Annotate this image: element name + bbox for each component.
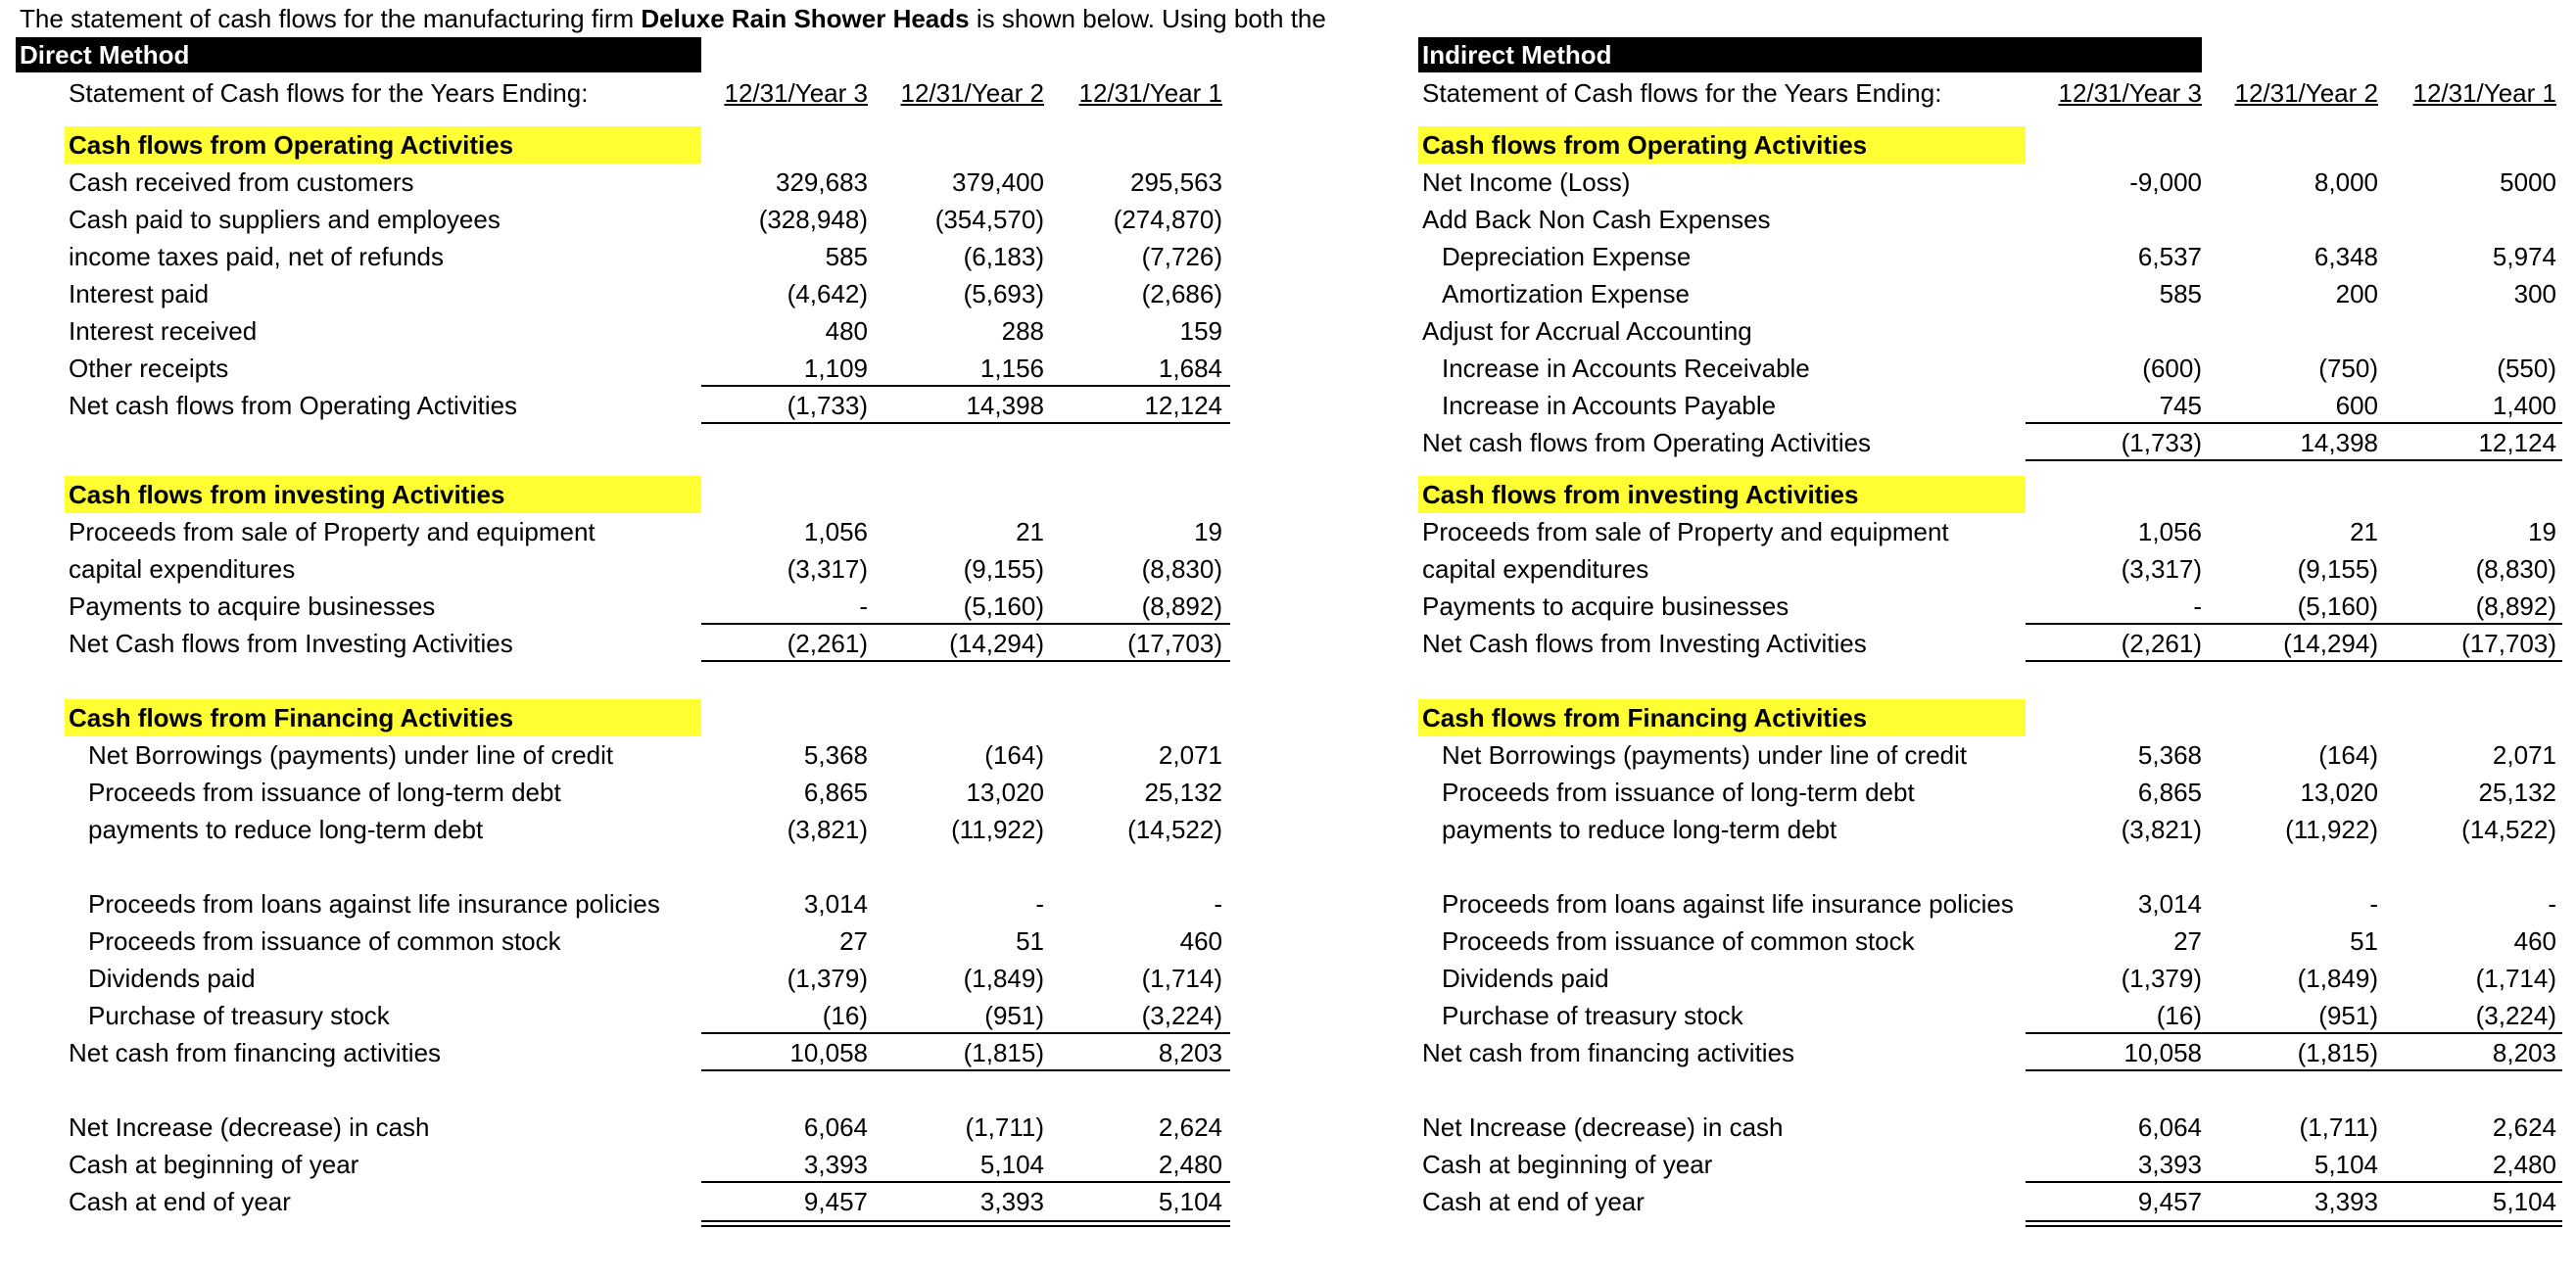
value-cell: (2,261)	[2121, 629, 2202, 659]
row-label: Proceeds from loans against life insurance policies	[88, 889, 660, 920]
column-header: 12/31/Year 2	[900, 78, 1044, 108]
statement-row	[16, 387, 1240, 424]
value-cell: 25,132	[1144, 778, 1222, 808]
row-label: Cash at end of year	[69, 1187, 291, 1217]
value-cell: 10,058	[789, 1038, 868, 1068]
method-title: Direct Method	[16, 37, 701, 72]
column-header: 12/31/Year 3	[2058, 78, 2202, 108]
value-cell: 6,348	[2314, 242, 2378, 272]
value-cell: (3,317)	[787, 554, 868, 585]
value-cell: (14,294)	[2283, 629, 2378, 659]
statement-row	[16, 699, 1240, 736]
value-cell: (354,570)	[934, 205, 1044, 235]
row-label: Proceeds from issuance of common stock	[88, 926, 561, 957]
value-cell: (600)	[2142, 354, 2202, 384]
value-cell: 1,056	[2137, 517, 2202, 547]
value-cell: 460	[2513, 926, 2556, 957]
value-cell: 8,000	[2314, 167, 2378, 198]
value-cell: -9,000	[2129, 167, 2202, 198]
total-rule	[2026, 459, 2562, 461]
value-cell: (2,686)	[1141, 279, 1222, 309]
value-cell: 27	[839, 926, 868, 957]
statement-row	[16, 74, 1240, 112]
value-cell: 21	[2350, 517, 2378, 547]
value-cell: 3,393	[2314, 1187, 2378, 1217]
value-cell: (16)	[2156, 1001, 2202, 1031]
value-cell: (4,642)	[787, 279, 868, 309]
row-label: Payments to acquire businesses	[1422, 591, 1789, 622]
row-label: Payments to acquire businesses	[69, 591, 436, 622]
value-cell: 12,124	[1144, 391, 1222, 421]
value-cell: 2,624	[1158, 1112, 1222, 1143]
value-cell: 2,071	[1158, 740, 1222, 771]
value-cell: 3,393	[803, 1150, 868, 1180]
value-cell: (3,821)	[2121, 815, 2202, 845]
value-cell: 19	[2528, 517, 2556, 547]
row-label: Amortization Expense	[1442, 279, 1690, 309]
value-cell: 159	[1179, 316, 1222, 347]
value-cell: 2,071	[2492, 740, 2556, 771]
value-cell: 25,132	[2478, 778, 2556, 808]
value-cell: 585	[825, 242, 868, 272]
value-cell: (5,693)	[963, 279, 1044, 309]
value-cell: 5,104	[1158, 1187, 1222, 1217]
value-cell: (3,224)	[2475, 1001, 2556, 1031]
statement-row	[1418, 736, 2564, 774]
firm-name: Deluxe Rain Shower Heads	[641, 4, 970, 33]
row-label: payments to reduce long-term debt	[88, 815, 484, 845]
statement-row	[1418, 550, 2564, 588]
row-label: Add Back Non Cash Expenses	[1422, 205, 1771, 235]
value-cell: 8,203	[1158, 1038, 1222, 1068]
value-cell: -	[2193, 591, 2202, 622]
value-cell: 288	[1001, 316, 1044, 347]
statement-row	[1418, 1146, 2564, 1183]
value-cell: (1,711)	[2299, 1112, 2378, 1143]
value-cell: 3,393	[979, 1187, 1044, 1217]
value-cell: 51	[1016, 926, 1044, 957]
statement-row	[1418, 387, 2564, 424]
section-heading: Cash flows from Operating Activities	[65, 126, 701, 164]
row-label: Adjust for Accrual Accounting	[1422, 316, 1752, 347]
value-cell: 8,203	[2492, 1038, 2556, 1068]
value-cell: (1,815)	[963, 1038, 1044, 1068]
value-cell: 3,393	[2137, 1150, 2202, 1180]
value-cell: (16)	[822, 1001, 868, 1031]
statement-row	[16, 350, 1240, 387]
value-cell: (8,892)	[2475, 591, 2556, 622]
statement-row	[1418, 1034, 2564, 1071]
total-label: Net cash from financing activities	[1422, 1038, 1795, 1068]
value-cell: 600	[2335, 391, 2378, 421]
total-label: Net Cash flows from Investing Activities	[69, 629, 513, 659]
statement-row	[1418, 275, 2564, 312]
statement-row	[1418, 997, 2564, 1034]
column-header: 12/31/Year 1	[1078, 78, 1222, 108]
value-cell: (951)	[984, 1001, 1044, 1031]
value-cell: (8,892)	[1141, 591, 1222, 622]
statement-row	[1418, 126, 2564, 164]
value-cell: (750)	[2318, 354, 2378, 384]
value-cell: (8,830)	[1141, 554, 1222, 585]
value-cell: (274,870)	[1113, 205, 1222, 235]
value-cell: -	[859, 591, 868, 622]
value-cell: (6,183)	[963, 242, 1044, 272]
value-cell: 2,624	[2492, 1112, 2556, 1143]
statement-row	[16, 774, 1240, 811]
value-cell: 6,064	[2137, 1112, 2202, 1143]
total-label: Net cash flows from Operating Activities	[1422, 428, 1872, 458]
row-label: Cash at beginning of year	[1422, 1150, 1713, 1180]
row-label: Proceeds from sale of Property and equipment	[69, 517, 596, 547]
row-label: Purchase of treasury stock	[1442, 1001, 1743, 1031]
statement-row	[1418, 164, 2564, 201]
value-cell: 51	[2350, 926, 2378, 957]
statement-row	[1418, 74, 2564, 112]
value-cell: (11,922)	[2285, 815, 2378, 845]
value-cell: 14,398	[966, 391, 1044, 421]
section-heading: Cash flows from Operating Activities	[1418, 126, 2026, 164]
row-label: Net Increase (decrease) in cash	[69, 1112, 430, 1143]
total-rule	[701, 1069, 1230, 1071]
value-cell: 200	[2335, 279, 2378, 309]
value-cell: (11,922)	[951, 815, 1044, 845]
statement-row	[1418, 424, 2564, 461]
value-cell: (2,261)	[787, 629, 868, 659]
value-cell: -	[1214, 889, 1222, 920]
value-cell: 5000	[2500, 167, 2556, 198]
value-cell: 6,064	[803, 1112, 868, 1143]
statement-row	[1418, 922, 2564, 960]
header-label: Statement of Cash flows for the Years Ending:	[69, 78, 589, 108]
row-label: Net Increase (decrease) in cash	[1422, 1112, 1784, 1143]
value-cell: (9,155)	[963, 554, 1044, 585]
statement-row	[16, 960, 1240, 997]
statement-row	[16, 625, 1240, 662]
intro-prefix: The statement of cash flows for the manufacturing firm	[20, 4, 642, 33]
value-cell: (5,160)	[963, 591, 1044, 622]
value-cell: 5,104	[979, 1150, 1044, 1180]
total-rule	[2026, 660, 2562, 662]
value-cell: 9,457	[803, 1187, 868, 1217]
value-cell: 21	[1016, 517, 1044, 547]
row-label: Proceeds from issuance of long-term debt	[88, 778, 561, 808]
value-cell: 1,400	[2492, 391, 2556, 421]
row-label: capital expenditures	[69, 554, 296, 585]
double-underline	[2026, 1220, 2562, 1222]
row-label: Proceeds from sale of Property and equipment	[1422, 517, 1949, 547]
value-cell: 13,020	[966, 778, 1044, 808]
statement-row	[16, 550, 1240, 588]
value-cell: 1,109	[803, 354, 868, 384]
statement-row	[16, 126, 1240, 164]
row-label: Purchase of treasury stock	[88, 1001, 390, 1031]
column-header: 12/31/Year 1	[2412, 78, 2556, 108]
statement-row	[1418, 1183, 2564, 1220]
statement-row	[16, 1146, 1240, 1183]
value-cell: (1,714)	[2475, 964, 2556, 994]
value-cell: 745	[2159, 391, 2202, 421]
row-label: Net Borrowings (payments) under line of credit	[88, 740, 614, 771]
value-cell: 2,480	[2492, 1150, 2556, 1180]
row-label: Increase in Accounts Payable	[1442, 391, 1777, 421]
row-label: Interest paid	[69, 279, 210, 309]
row-label: Cash received from customers	[69, 167, 414, 198]
value-cell: 1,684	[1158, 354, 1222, 384]
statement-row	[1418, 699, 2564, 736]
row-label: Cash paid to suppliers and employees	[69, 205, 501, 235]
total-label: Net cash from financing activities	[69, 1038, 442, 1068]
section-heading: Cash flows from Financing Activities	[1418, 699, 2026, 736]
value-cell: 295,563	[1130, 167, 1222, 198]
value-cell: (8,830)	[2475, 554, 2556, 585]
row-label: capital expenditures	[1422, 554, 1649, 585]
statement-row	[1418, 625, 2564, 662]
statement-row	[1418, 201, 2564, 238]
value-cell: (14,294)	[949, 629, 1044, 659]
value-cell: (1,379)	[787, 964, 868, 994]
value-cell: (1,815)	[2297, 1038, 2378, 1068]
method-title: Indirect Method	[1418, 37, 2202, 72]
value-cell: (1,733)	[787, 391, 868, 421]
value-cell: 300	[2513, 279, 2556, 309]
total-rule	[2026, 1069, 2562, 1071]
value-cell: 1,156	[979, 354, 1044, 384]
statement-row	[16, 922, 1240, 960]
value-cell: (14,522)	[2461, 815, 2556, 845]
row-label: Depreciation Expense	[1442, 242, 1692, 272]
statement-row	[16, 1183, 1240, 1220]
intro-suffix: is shown below. Using both the	[969, 4, 1326, 33]
value-cell: 5,974	[2492, 242, 2556, 272]
value-cell: 2,480	[1158, 1150, 1222, 1180]
statement-row	[16, 997, 1240, 1034]
value-cell: -	[2369, 889, 2378, 920]
statement-row	[1418, 811, 2564, 848]
value-cell: 6,865	[2137, 778, 2202, 808]
total-rule	[701, 660, 1230, 662]
row-label: Dividends paid	[88, 964, 256, 994]
column-header: 12/31/Year 2	[2234, 78, 2378, 108]
value-cell: (951)	[2318, 1001, 2378, 1031]
value-cell: (14,522)	[1127, 815, 1222, 845]
row-label: Net Borrowings (payments) under line of credit	[1442, 740, 1968, 771]
value-cell: 329,683	[776, 167, 868, 198]
section-heading: Cash flows from investing Activities	[1418, 476, 2026, 513]
statement-row	[1418, 885, 2564, 922]
value-cell: 10,058	[2123, 1038, 2202, 1068]
value-cell: 6,865	[803, 778, 868, 808]
statement-row	[16, 588, 1240, 625]
statement-row	[1418, 588, 2564, 625]
double-underline-second	[2026, 1225, 2562, 1227]
double-underline-second	[701, 1225, 1230, 1227]
value-cell: (3,317)	[2121, 554, 2202, 585]
section-heading: Cash flows from investing Activities	[65, 476, 701, 513]
row-label: Proceeds from loans against life insurance policies	[1442, 889, 2014, 920]
value-cell: (7,726)	[1141, 242, 1222, 272]
row-label: Dividends paid	[1442, 964, 1609, 994]
row-label: Cash at beginning of year	[69, 1150, 359, 1180]
value-cell: 13,020	[2300, 778, 2378, 808]
value-cell: 5,368	[803, 740, 868, 771]
row-label: Cash at end of year	[1422, 1187, 1645, 1217]
statement-row	[16, 1034, 1240, 1071]
value-cell: 1,056	[803, 517, 868, 547]
column-header: 12/31/Year 3	[724, 78, 868, 108]
value-cell: (1,849)	[2297, 964, 2378, 994]
statement-row	[1418, 1109, 2564, 1146]
statement-row	[16, 476, 1240, 513]
value-cell: -	[1035, 889, 1044, 920]
value-cell: 5,104	[2492, 1187, 2556, 1217]
value-cell: (550)	[2497, 354, 2556, 384]
statement-row	[16, 811, 1240, 848]
total-label: Net cash flows from Operating Activities	[69, 391, 518, 421]
value-cell: (17,703)	[2461, 629, 2556, 659]
header-label: Statement of Cash flows for the Years Ending:	[1422, 78, 1942, 108]
value-cell: 585	[2159, 279, 2202, 309]
statement-row	[1418, 513, 2564, 550]
value-cell: (5,160)	[2297, 591, 2378, 622]
row-label: Increase in Accounts Receivable	[1442, 354, 1810, 384]
value-cell: (9,155)	[2297, 554, 2378, 585]
intro-text	[20, 2, 1326, 35]
value-cell: 19	[1194, 517, 1222, 547]
total-label: Net Cash flows from Investing Activities	[1422, 629, 1867, 659]
value-cell: 3,014	[2137, 889, 2202, 920]
row-label: Proceeds from issuance of long-term debt	[1442, 778, 1915, 808]
row-label: Proceeds from issuance of common stock	[1442, 926, 1915, 957]
value-cell: (1,714)	[1141, 964, 1222, 994]
statement-row	[1418, 476, 2564, 513]
statement-row	[1418, 312, 2564, 350]
row-label: payments to reduce long-term debt	[1442, 815, 1837, 845]
double-underline	[701, 1220, 1230, 1222]
value-cell: (164)	[2318, 740, 2378, 771]
value-cell: (1,711)	[965, 1112, 1044, 1143]
statement-row	[16, 513, 1240, 550]
statement-row	[1418, 774, 2564, 811]
value-cell: (164)	[984, 740, 1044, 771]
section-heading: Cash flows from Financing Activities	[65, 699, 701, 736]
row-label: Net Income (Loss)	[1422, 167, 1631, 198]
statement-row	[1418, 350, 2564, 387]
statement-row	[16, 885, 1240, 922]
statement-row	[16, 275, 1240, 312]
value-cell: 5,368	[2137, 740, 2202, 771]
value-cell: (328,948)	[758, 205, 868, 235]
value-cell: 460	[1179, 926, 1222, 957]
statement-row	[16, 1109, 1240, 1146]
value-cell: (17,703)	[1127, 629, 1222, 659]
value-cell: 9,457	[2137, 1187, 2202, 1217]
statement-row	[16, 164, 1240, 201]
statement-row	[16, 312, 1240, 350]
statement-row	[16, 736, 1240, 774]
statement-row	[1418, 960, 2564, 997]
statement-row	[16, 201, 1240, 238]
row-label: Interest received	[69, 316, 258, 347]
value-cell: 5,104	[2314, 1150, 2378, 1180]
value-cell: (1,733)	[2121, 428, 2202, 458]
value-cell: (1,379)	[2121, 964, 2202, 994]
value-cell: (1,849)	[963, 964, 1044, 994]
value-cell: 3,014	[803, 889, 868, 920]
value-cell: 6,537	[2137, 242, 2202, 272]
statement-row	[1418, 238, 2564, 275]
value-cell: 480	[825, 316, 868, 347]
value-cell: (3,821)	[787, 815, 868, 845]
total-rule	[701, 422, 1230, 424]
statement-row	[16, 238, 1240, 275]
row-label: income taxes paid, net of refunds	[69, 242, 445, 272]
value-cell: 12,124	[2478, 428, 2556, 458]
value-cell: -	[2548, 889, 2556, 920]
value-cell: 379,400	[952, 167, 1044, 198]
value-cell: (3,224)	[1141, 1001, 1222, 1031]
value-cell: 14,398	[2300, 428, 2378, 458]
value-cell: 27	[2173, 926, 2202, 957]
row-label: Other receipts	[69, 354, 229, 384]
